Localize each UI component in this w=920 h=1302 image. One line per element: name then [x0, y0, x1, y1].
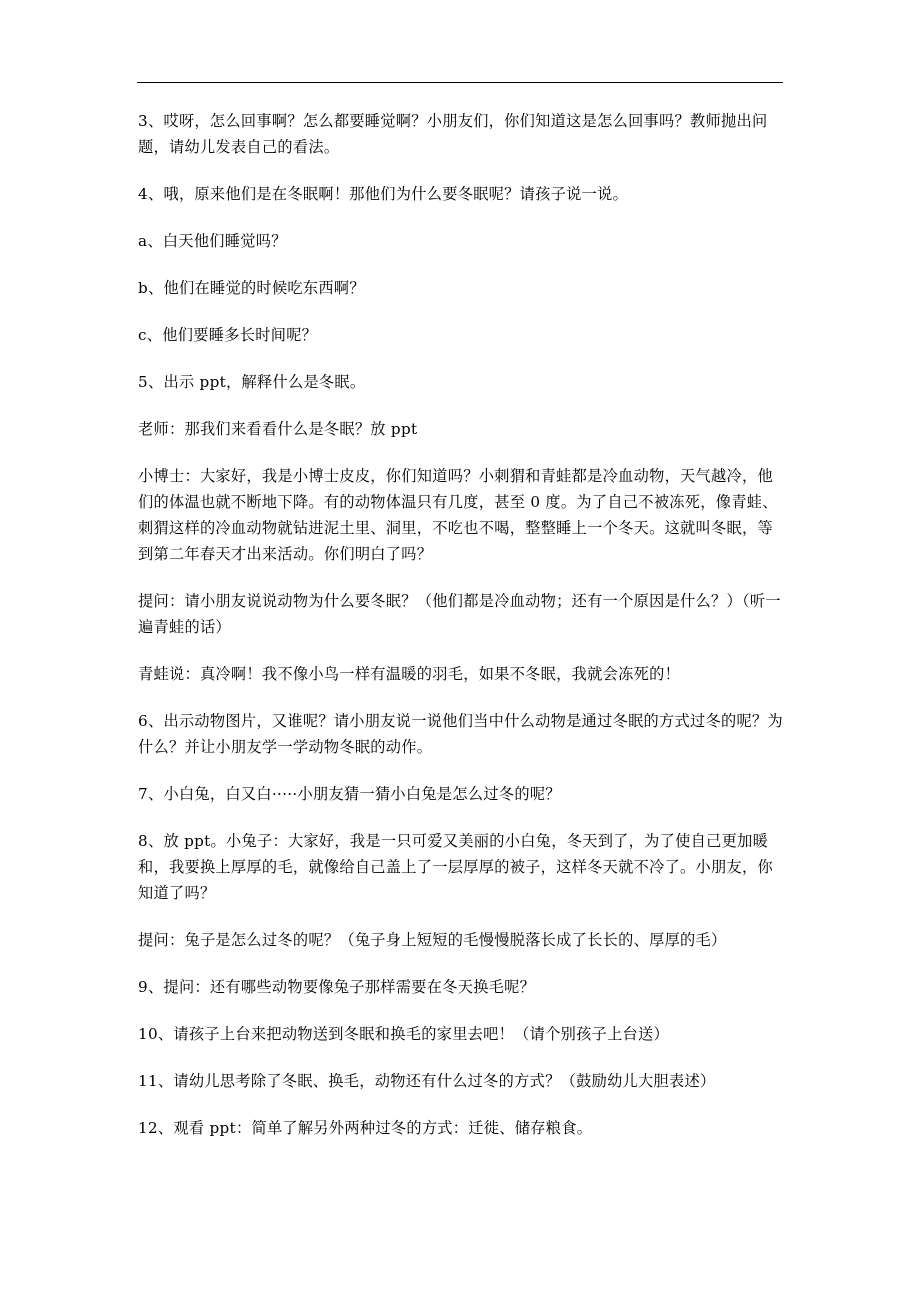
paragraph-step-10: 10、请孩子上台来把动物送到冬眠和换毛的家里去吧！（请个别孩子上台送） [138, 1025, 670, 1043]
header-rule [137, 82, 783, 83]
paragraph-question-c: c、他们要睡多长时间呢？ [138, 326, 318, 344]
paragraph-doctor: 小博士：大家好，我是小博士皮皮，你们知道吗？小刺猬和青蛙都是冷血动物，天气越冷，他们的体温也就不断地下降。有的动物体温只有几度，甚至 0 度。为了自己不被冻死，像青蛙、刺猬这样的冷血动物就钻进泥土里、洞里，不吃也不喝，整整睡上一个冬天。这就叫冬眠，等到第二年春天才出来活动。你们明白了吗？ [138, 467, 778, 563]
paragraph-teacher: 老师：那我们来看看什么是冬眠？放 ppt [138, 420, 418, 438]
paragraph-question-rabbit: 提问：兔子是怎么过冬的呢？（兔子身上短短的毛慢慢脱落长成了长长的、厚厚的毛） [138, 931, 727, 949]
paragraph-step-6: 6、出示动物图片，又谁呢？请小朋友说一说他们当中什么动物是通过冬眠的方式过冬的呢？为什么？并让小朋友学一学动物冬眠的动作。 [138, 712, 783, 756]
paragraph-step-9: 9、提问：还有哪些动物要像兔子那样需要在冬天换毛呢？ [138, 978, 536, 996]
paragraph-frog: 青蛙说：真冷啊！我不像小鸟一样有温暖的羽毛，如果不冬眠，我就会冻死的！ [138, 665, 681, 683]
paragraph-question-b: b、他们在睡觉的时候吃东西啊？ [138, 279, 365, 297]
paragraph-step-4: 4、哦，原来他们是在冬眠啊！那他们为什么要冬眠呢？请孩子说一说。 [138, 185, 629, 203]
paragraph-step-12: 12、观看 ppt：简单了解另外两种过冬的方式：迁徙、储存粮食。 [138, 1119, 593, 1137]
document-body [138, 108, 788, 1162]
paragraph-step-3: 3、哎呀，怎么回事啊？怎么都要睡觉啊？小朋友们，你们知道这是怎么回事吗？教师抛出问题，请幼儿发表自己的看法。 [138, 112, 768, 156]
paragraph-step-11: 11、请幼儿思考除了冬眠、换毛，动物还有什么过冬的方式？（鼓励幼儿大胆表述） [138, 1072, 716, 1090]
paragraph-step-7: 7、小白兔，白又白·····小朋友猜一猜小白兔是怎么过冬的呢？ [138, 785, 561, 803]
paragraph-question-a: a、白天他们睡觉吗？ [138, 232, 287, 250]
paragraph-question-why: 提问：请小朋友说说动物为什么要冬眠？（他们都是冷血动物；还有一个原因是什么？）（听一遍青蛙的话） [138, 592, 781, 636]
paragraph-step-8: 8、放 ppt。小兔子：大家好，我是一只可爱又美丽的小白兔，冬天到了，为了使自己更加暖和，我要换上厚厚的毛，就像给自己盖上了一层厚厚的被子，这样冬天就不冷了。小朋友，你知道了吗？ [138, 832, 773, 902]
paragraph-step-5: 5、出示 ppt，解释什么是冬眠。 [138, 373, 366, 391]
